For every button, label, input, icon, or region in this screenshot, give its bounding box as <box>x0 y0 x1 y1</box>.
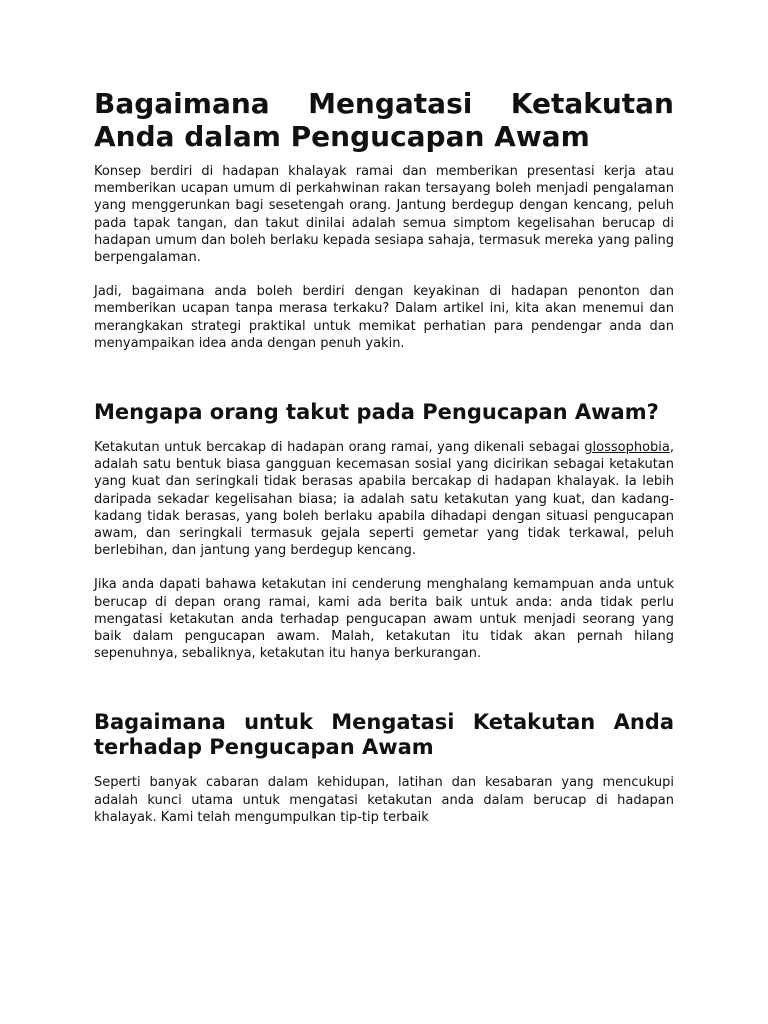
intro-paragraph-2: Jadi, bagaimana anda boleh berdiri dengan keyakinan di hadapan penonton dan memberikan ucapan tanpa merasa terkaku? Dalam artikel ini, kita akan menemui dan merangkakan strategi praktikal untuk memikat perhatian para pendengar anda dan menyampaikan idea anda dengan penuh yakin. <box>94 284 674 351</box>
section-heading-why-fear: Mengapa orang takut pada Pengucapan Awam? <box>94 400 659 425</box>
document-page <box>94 87 674 826</box>
intro-paragraph-1: Konsep berdiri di hadapan khalayak ramai dan memberikan presentasi kerja atau memberikan ucapan umum di perkahwinan rakan tersayang boleh menjadi pengalaman yang menggerunkan bagi sesetengah orang. Jantung berdegup dengan kencang, peluh pada tapak tangan, dan takut dinilai adalah semua simptom kegelisahan berucap di hadapan umum dan boleh berlaku kepada sesiapa sahaja, termasuk mereka yang paling berpengalaman. <box>94 164 674 266</box>
section1-paragraph-2: Jika anda dapati bahawa ketakutan ini cenderung menghalang kemampuan anda untuk berucap di depan orang ramai, kami ada berita baik untuk anda: anda tidak perlu mengatasi ketakutan anda terhadap pengucapan awam untuk menjadi seorang yang baik dalam pengucapan awam. Malah, ketakutan itu tidak akan pernah hilang sepenuhnya, sebaliknya, ketakutan itu hanya berkurangan. <box>94 577 674 662</box>
section2-paragraph-1: Seperti banyak cabaran dalam kehidupan, latihan dan kesabaran yang mencukupi adalah kunci utama untuk mengatasi ketakutan anda dalam berucap di hadapan khalayak. Kami telah mengumpulkan tip-tip terbaik <box>94 775 674 825</box>
document-title: Bagaimana Mengatasi Ketakutan Anda dalam Pengucapan Awam <box>94 87 674 153</box>
section1-p1-text-before: Ketakutan untuk bercakap di hadapan orang ramai, yang dikenali sebagai <box>94 440 585 456</box>
section1-paragraph-1 <box>94 439 674 559</box>
glossophobia-link[interactable]: glossophobia <box>584 440 670 456</box>
section-heading-how-to-overcome: Bagaimana untuk Mengatasi Ketakutan Anda terhadap Pengucapan Awam <box>94 710 674 760</box>
section1-p1-text-after: , adalah satu bentuk biasa gangguan kecemasan sosial yang dicirikan sebagai ketakutan yang kuat dan seringkali tidak berasas apabila bercakap di hadapan khalayak. Ia lebih daripada sekadar kegelisahan biasa; ia adalah satu ketakutan yang kuat, dan kadang-kadang tidak berasas, yang boleh berlaku apabila dihadapi dengan situasi pengucapan awam, dan seringkali termasuk gejala seperti gemetar yang tidak terkawal, peluh berlebihan, dan jantung yang berdegup kencang. <box>94 440 674 559</box>
